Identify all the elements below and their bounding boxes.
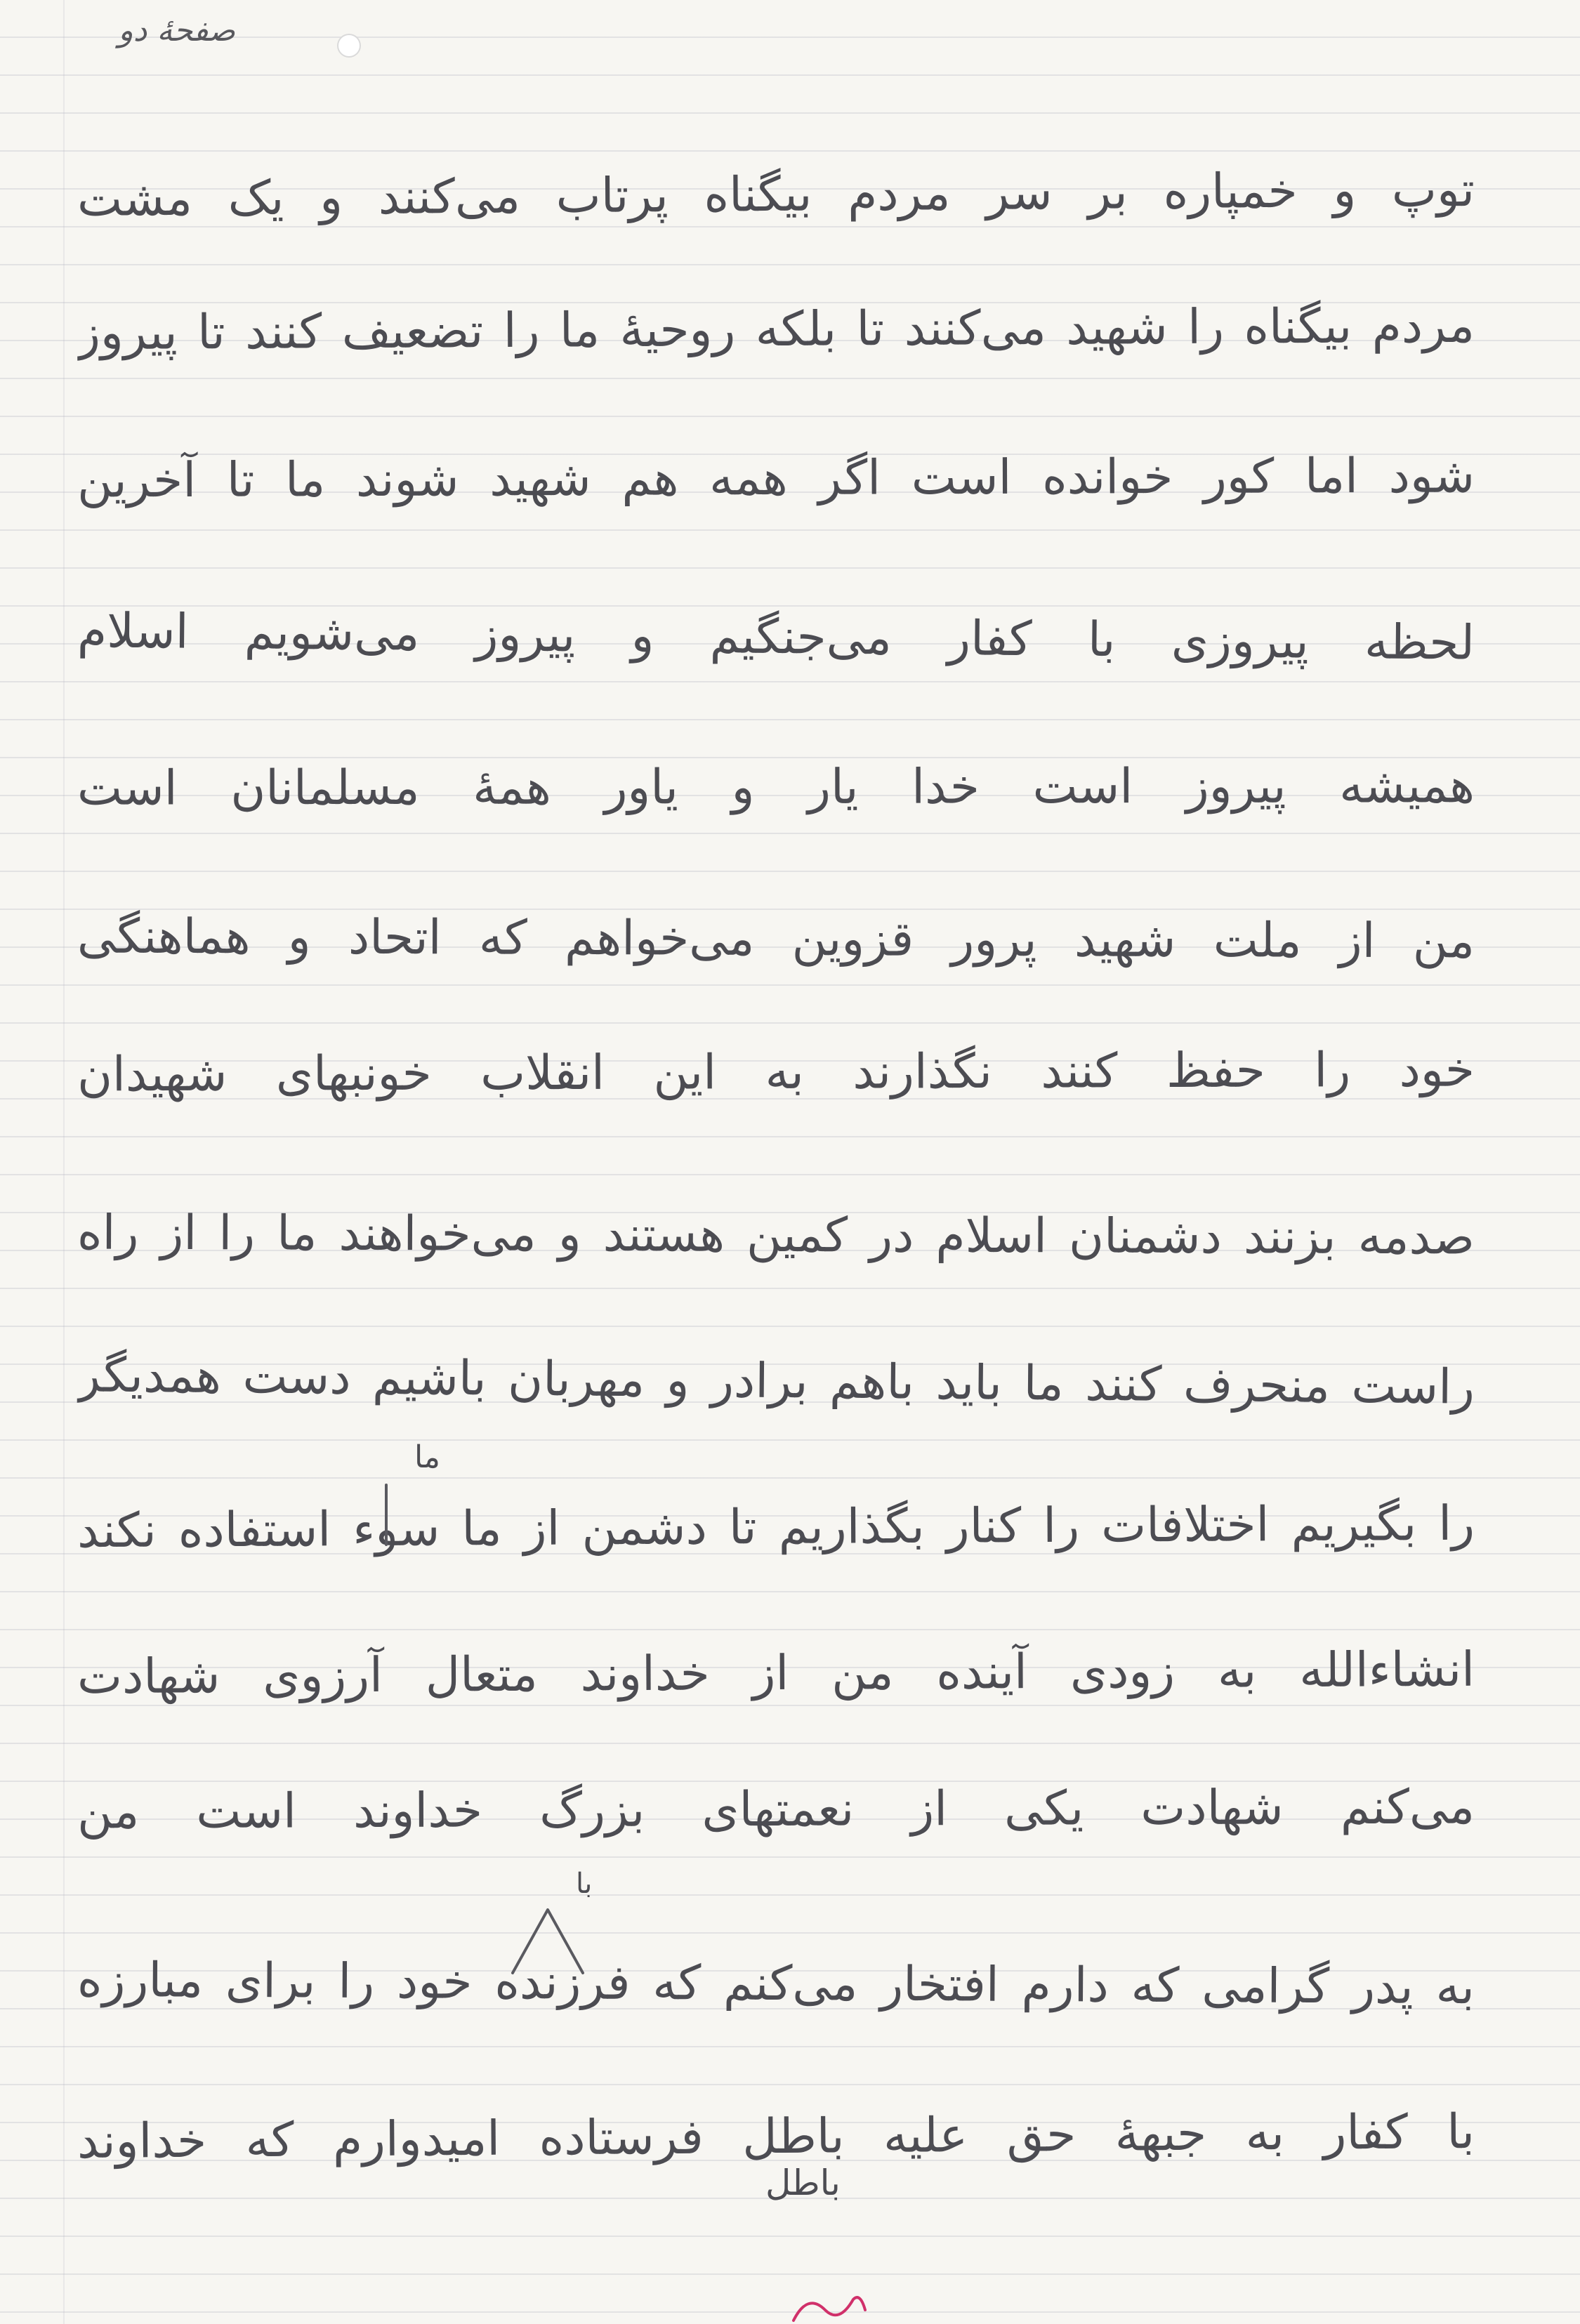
letter-line-14: با کفار به جبههٔ حق علیه باطل فرستاده امیدوارم که خداوند: [77, 2104, 1475, 2170]
letter-line-11: انشاءالله به زودی آینده من از خداوند متعال آرزوی شهادت: [77, 1642, 1475, 1705]
letter-line-6: من از ملت شهید پرور قزوین می‌خواهم که اتحاد و هماهنگی: [77, 909, 1475, 970]
insertion-caret-mark-2: [506, 1896, 590, 1980]
letter-line-5: همیشه پیروز است خدا یار و یاور همهٔ مسلمانان است: [77, 758, 1475, 817]
insertion-above-line-13: با: [576, 1868, 593, 1900]
insertion-above-line-10: ما: [414, 1439, 440, 1475]
letter-line-9: راست منحرف کنند ما باید باهم برادر و مهربان باشیم دست همدیگر: [77, 1347, 1475, 1415]
letter-line-10: را بگیریم اختلافات را کنار بگذاریم تا دشمن از ما سوء استفاده نکند: [77, 1496, 1475, 1559]
letter-line-8: صدمه بزنند دشمنان اسلام در کمین هستند و می‌خواهند ما را از راه: [77, 1205, 1475, 1266]
insertion-below-line-14: باطل: [765, 2163, 841, 2203]
letter-line-2: مردم بیگناه را شهید می‌کنند تا بلکه روحیهٔ ما را تضعیف کنند تا پیروز: [77, 298, 1475, 362]
letter-line-1: توپ و خمپاره بر سر مردم بیگناه پرتاب می‌کنند و یک مشت: [77, 162, 1475, 227]
punch-hole: [337, 34, 361, 58]
letter-line-13: به پدر گرامی که دارم افتخار می‌کنم که فرزنده خود را برای مبارزه: [77, 1952, 1475, 2016]
page-number-label: صفحهٔ دو: [118, 13, 235, 48]
insertion-caret-mark: [365, 1481, 407, 1552]
letter-line-12: می‌کنم شهادت یکی از نعمتهای بزرگ خداوند است من: [77, 1779, 1475, 1840]
red-ink-mark: [786, 2289, 871, 2324]
letter-line-4: لحظه پیروزی با کفار می‌جنگیم و پیروز می‌شویم اسلام: [77, 603, 1475, 671]
letter-line-7: خود را حفظ کنند نگذارند به این انقلاب خونبهای شهیدان: [77, 1042, 1475, 1103]
margin-line: [63, 0, 65, 2324]
letter-line-3: شود اما کور خوانده است اگر همه هم شهید شوند ما تا آخرین: [77, 448, 1475, 509]
